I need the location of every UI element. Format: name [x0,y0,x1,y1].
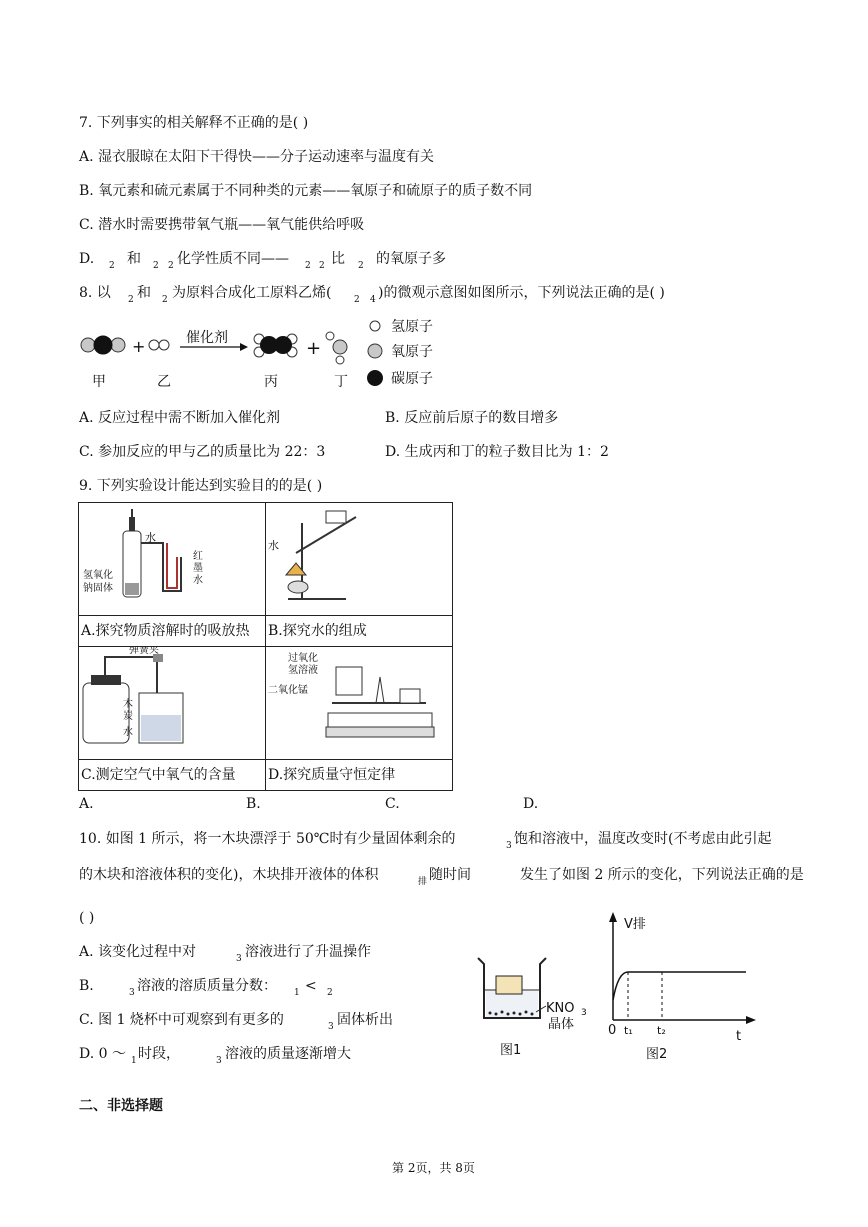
legend-oxygen [368,344,433,360]
q9-caption-c: C.测定空气中氧气的含量 [79,760,266,791]
svg-text:水: 水 [123,727,133,738]
q9-choice-a: A. [79,796,94,812]
molecule-bing [254,334,297,357]
svg-text:KNO: KNO [546,1001,575,1016]
svg-text:木: 木 [123,699,133,710]
svg-text:水: 水 [145,531,156,544]
svg-text:+: + [306,338,322,359]
q7-option-b: B. 氧元素和硫元素属于不同种类的元素——氧原子和硫原子的质子数不同 [79,183,533,199]
q8-option-a: A. 反应过程中需不断加入催化剂 [79,410,281,426]
svg-text:水: 水 [268,539,279,552]
svg-text:氢溶液: 氢溶液 [288,665,318,676]
svg-text:钠固体: 钠固体 [83,583,113,594]
q8-reaction-diagram [78,316,458,394]
svg-text:图2: 图2 [646,1047,668,1062]
q7-stem: 7. 下列事实的相关解释不正确的是( ) [79,115,309,131]
legend-hydrogen [370,319,433,335]
q8-option-b: B. 反应前后原子的数目增多 [385,410,559,426]
q9-image-a [79,503,266,616]
molecule-ding [326,332,347,364]
q9-choice-c: C. [385,796,400,812]
svg-text:晶体: 晶体 [548,1017,575,1032]
svg-text:过氧化: 过氧化 [288,653,318,664]
label-ding: 丁 [334,374,348,390]
q9-experiment-table [78,502,453,791]
svg-text:墨: 墨 [193,563,203,574]
svg-text:V排: V排 [624,917,646,932]
legend-carbon [367,370,433,387]
molecule-jia [81,336,125,354]
svg-text:t₁: t₁ [624,1024,633,1037]
catalyst-label: 催化剂 [186,330,228,346]
q9-caption-a: A.探究物质溶解时的吸放热 [79,616,266,647]
q9-caption-b: B.探究水的组成 [266,616,453,647]
q9-choice-b: B. [246,796,261,812]
q8-option-d: D. 生成丙和丁的粒子数目比为 1：2 [385,444,609,460]
q9-image-b [266,503,453,616]
svg-text:氧原子: 氧原子 [391,344,433,360]
label-yi: 乙 [157,374,171,390]
svg-text:红: 红 [193,551,203,562]
q9-image-d [266,647,453,760]
svg-text:弹簧夹: 弹簧夹 [129,647,159,656]
svg-text:+: + [132,337,146,356]
q7-option-c: C. 潜水时需要携带氧气瓶——氧气能供给呼吸 [79,217,365,233]
q7-option-a: A. 湿衣服晾在太阳下干得快——分子运动速率与温度有关 [79,149,435,165]
molecule-yi [149,340,169,350]
svg-text:水: 水 [193,575,203,586]
svg-text:图1: 图1 [500,1043,522,1058]
q8-option-c: C. 参加反应的甲与乙的质量比为 22：3 [79,444,326,460]
label-bing: 丙 [264,374,278,390]
q9-stem: 9. 下列实验设计能达到实验目的的是( ) [79,478,323,494]
q9-image-c [79,647,266,760]
q10-figure-2 [600,908,760,1063]
svg-text:氢原子: 氢原子 [391,319,433,335]
label-jia: 甲 [92,374,106,390]
svg-text:t: t [736,1029,742,1044]
v-curve [613,972,746,1000]
page-footer: 第 2页，共 8页 [392,1161,475,1175]
svg-text:t₂: t₂ [657,1024,666,1037]
svg-text:炭: 炭 [123,711,133,722]
svg-text:3: 3 [581,1008,587,1018]
svg-text:二氧化锰: 二氧化锰 [268,685,308,696]
q10-figure-1 [470,950,600,1062]
svg-text:碳原子: 碳原子 [391,371,433,387]
section-heading: 二、非选择题 [79,1098,163,1114]
q9-caption-d: D.探究质量守恒定律 [266,760,453,791]
q9-choice-d: D. [523,796,539,812]
svg-text:0: 0 [608,1023,617,1038]
svg-text:氢氧化: 氢氧化 [83,570,113,581]
